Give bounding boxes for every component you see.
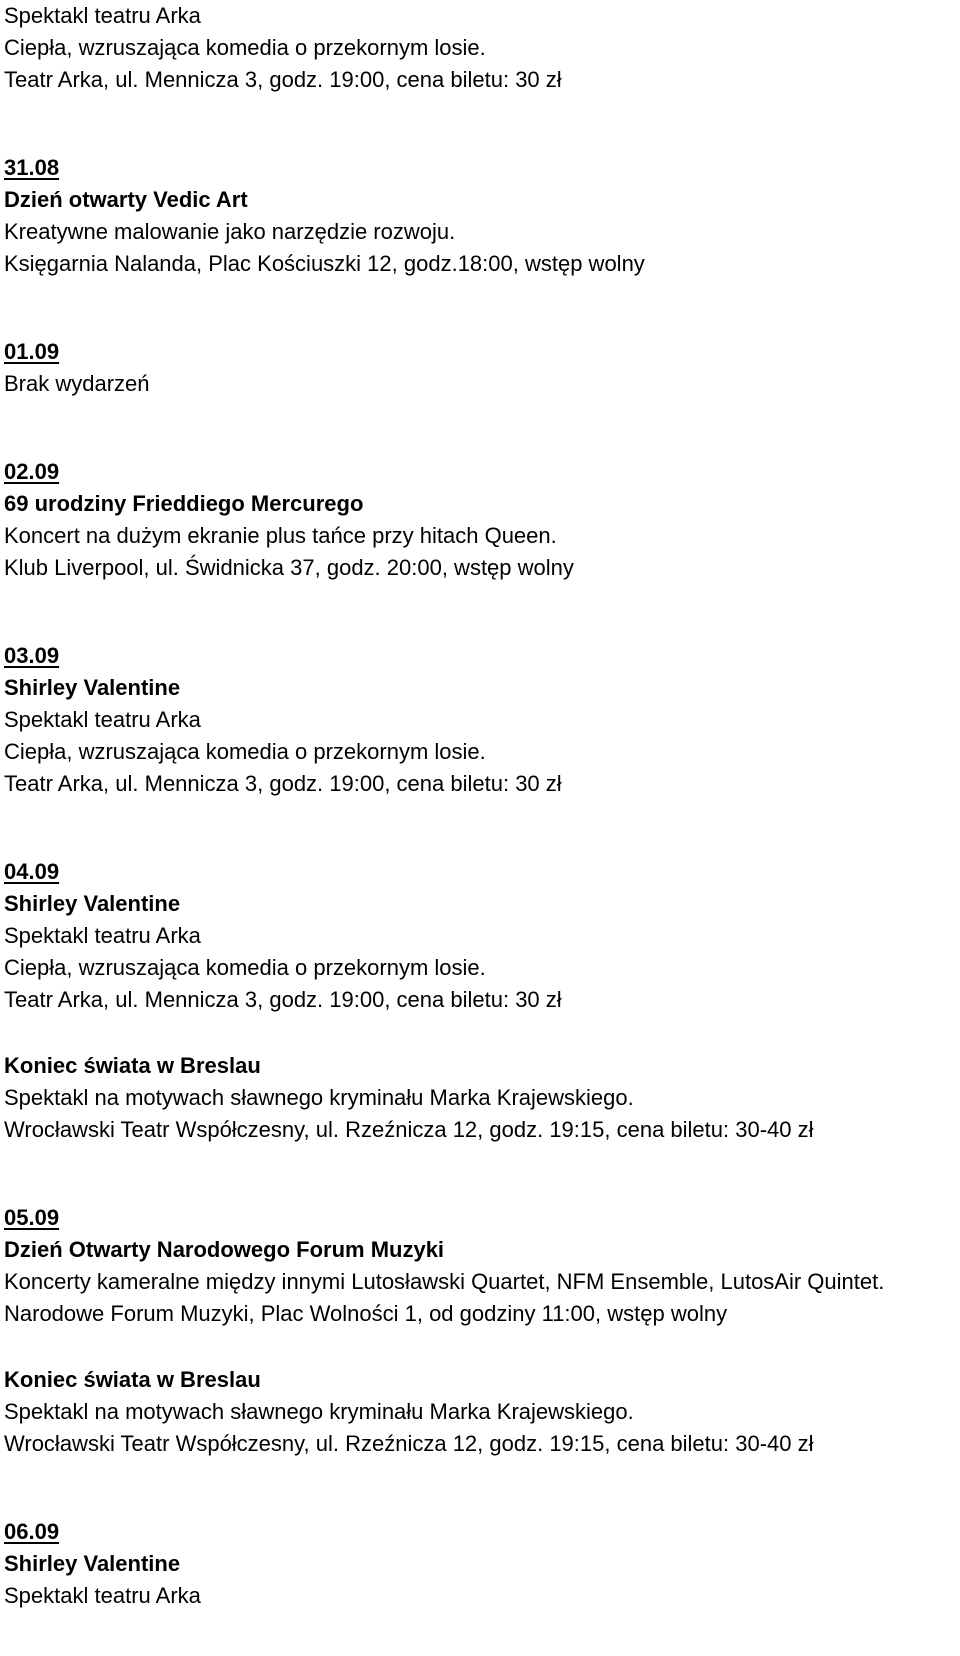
spacer	[4, 280, 954, 336]
event-description: Koncerty kameralne między innymi Lutosławski Quartet, NFM Ensemble, LutosAir Quintet.	[4, 1269, 885, 1294]
event-subtitle: Spektakl teatru Arka	[4, 1583, 201, 1608]
event-details: Wrocławski Teatr Współczesny, ul. Rzeźnicza 12, godz. 19:15, cena biletu: 30-40 zł	[4, 1431, 814, 1456]
event-description: Kreatywne malowanie jako narzędzie rozwoju.	[4, 219, 456, 244]
day-date: 03.09	[4, 643, 60, 668]
day-date: 05.09	[4, 1205, 60, 1230]
spacer	[4, 400, 954, 456]
event-calendar-page	[4, 0, 954, 1612]
event-description: Ciepła, wzruszająca komedia o przekornym losie.	[4, 955, 486, 980]
event-description: Koncert na dużym ekranie plus tańce przy hitach Queen.	[4, 523, 557, 548]
event-details: Wrocławski Teatr Współczesny, ul. Rzeźnicza 12, godz. 19:15, cena biletu: 30-40 zł	[4, 1117, 814, 1142]
day-section	[4, 1202, 954, 1460]
event-details: Teatr Arka, ul. Mennicza 3, godz. 19:00, cena biletu: 30 zł	[4, 771, 562, 796]
event-title: Shirley Valentine	[4, 1551, 181, 1576]
spacer	[4, 96, 954, 152]
event-subtitle: Spektakl teatru Arka	[4, 707, 201, 732]
day-section	[4, 1516, 954, 1612]
spacer	[4, 1330, 954, 1364]
day-date: 04.09	[4, 859, 60, 884]
event-description: Spektakl na motywach sławnego kryminału Marka Krajewskiego.	[4, 1399, 634, 1424]
day-section	[4, 152, 954, 280]
intro-event	[4, 0, 954, 96]
day-section	[4, 456, 954, 584]
event-details: Teatr Arka, ul. Mennicza 3, godz. 19:00, cena biletu: 30 zł	[4, 67, 562, 92]
event-description: Ciepła, wzruszająca komedia o przekornym losie.	[4, 35, 486, 60]
spacer	[4, 1460, 954, 1516]
event-details: Klub Liverpool, ul. Świdnicka 37, godz. 20:00, wstęp wolny	[4, 555, 574, 580]
no-events-note: Brak wydarzeń	[4, 371, 150, 396]
event-title: Shirley Valentine	[4, 891, 181, 916]
spacer	[4, 800, 954, 856]
event-description: Ciepła, wzruszająca komedia o przekornym losie.	[4, 739, 486, 764]
spacer	[4, 1146, 954, 1202]
event-subtitle: Spektakl teatru Arka	[4, 923, 201, 948]
event-title: Dzień otwarty Vedic Art	[4, 187, 248, 212]
event-title: 69 urodziny Frieddiego Mercurego	[4, 491, 364, 516]
event-details: Narodowe Forum Muzyki, Plac Wolności 1, od godziny 11:00, wstęp wolny	[4, 1301, 728, 1326]
day-date: 31.08	[4, 155, 60, 180]
day-date: 02.09	[4, 459, 60, 484]
spacer	[4, 1016, 954, 1050]
day-date: 01.09	[4, 339, 60, 364]
spacer	[4, 584, 954, 640]
event-description: Spektakl na motywach sławnego kryminału Marka Krajewskiego.	[4, 1085, 634, 1110]
day-section	[4, 336, 954, 400]
event-title: Koniec świata w Breslau	[4, 1053, 261, 1078]
day-date: 06.09	[4, 1519, 60, 1544]
day-section	[4, 856, 954, 1146]
event-title: Dzień Otwarty Narodowego Forum Muzyki	[4, 1237, 445, 1262]
event-details: Księgarnia Nalanda, Plac Kościuszki 12, godz.18:00, wstęp wolny	[4, 251, 645, 276]
event-subtitle: Spektakl teatru Arka	[4, 3, 201, 28]
day-section	[4, 640, 954, 800]
event-title: Shirley Valentine	[4, 675, 181, 700]
event-title: Koniec świata w Breslau	[4, 1367, 261, 1392]
event-details: Teatr Arka, ul. Mennicza 3, godz. 19:00, cena biletu: 30 zł	[4, 987, 562, 1012]
